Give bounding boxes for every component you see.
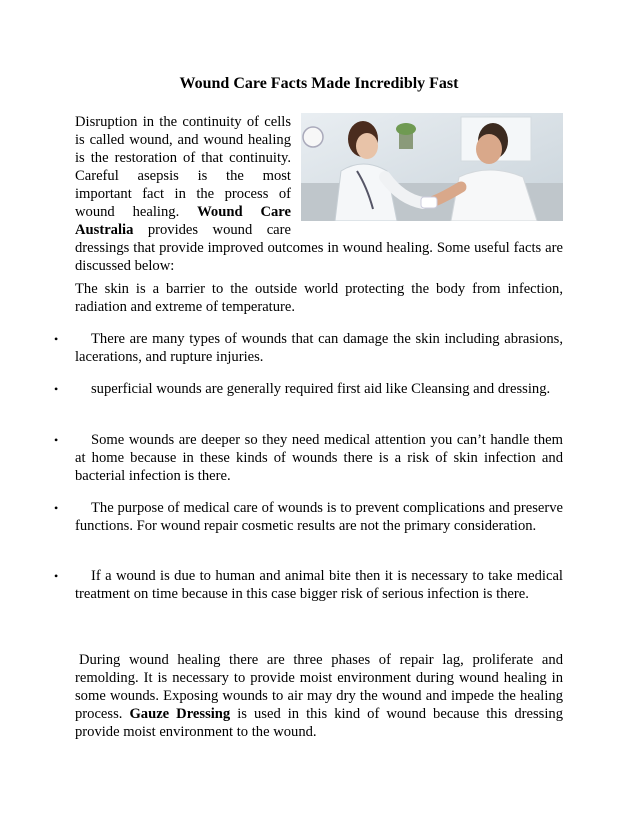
bullet-dot: • bbox=[54, 569, 59, 583]
intro-text-end: provides wound care dressings that provide improved outcomes in wound healing. Some useful facts are discussed below: bbox=[75, 222, 563, 274]
bullet-text: If a wound is due to human and animal bite then it is necessary to take medical treatment on time because in this case bigger risk of serious infection is there. bbox=[75, 568, 563, 602]
document-title: Wound Care Facts Made Incredibly Fast bbox=[179, 75, 459, 92]
bullet-dot: • bbox=[54, 332, 59, 346]
bullet-text: The purpose of medical care of wounds is to prevent complications and preserve functions. For wound repair cosmetic results are not the primary consideration. bbox=[75, 500, 563, 534]
bullet-dot: • bbox=[54, 382, 59, 396]
wound-care-australia-bold: Wound Care Australia bbox=[75, 204, 291, 238]
bullet-text: Some wounds are deeper so they need medical attention you can’t handle them at home because in these kinds of wounds there is a risk of skin infection and bacterial infection is there. bbox=[75, 432, 563, 484]
nurse-bandaging-patient-photo bbox=[301, 113, 563, 221]
skin-paragraph: The skin is a barrier to the outside world protecting the body from infection, radiation and extreme of temperature. bbox=[75, 281, 563, 315]
bullet-dot: • bbox=[54, 501, 59, 515]
intro-paragraph bbox=[75, 113, 563, 275]
intro-text-start: Disruption in the continuity of cells is called wound, and wound healing is the restoration of that continuity. Careful asepsis is the most important fact in the process of wound healing. bbox=[75, 114, 291, 220]
bullet-text: superficial wounds are generally required first aid like Cleansing and dressing. bbox=[91, 381, 551, 397]
bullet-dot: • bbox=[54, 433, 59, 447]
bullet-text: There are many types of wounds that can damage the skin including abrasions, lacerations, and rupture injuries. bbox=[75, 331, 563, 365]
gauze-dressing-bold: Gauze Dressing bbox=[129, 706, 231, 722]
closing-paragraph bbox=[75, 651, 563, 741]
closing-text-end: is used in this kind of wound because this dressing provide moist environment to the wound. bbox=[75, 706, 563, 740]
closing-text-start: During wound healing there are three phases of repair lag, proliferate and remolding. It is necessary to provide moist environment during wound healing in some wounds. Exposing wounds to air may dry the wound and impede the healing process. bbox=[75, 652, 563, 722]
